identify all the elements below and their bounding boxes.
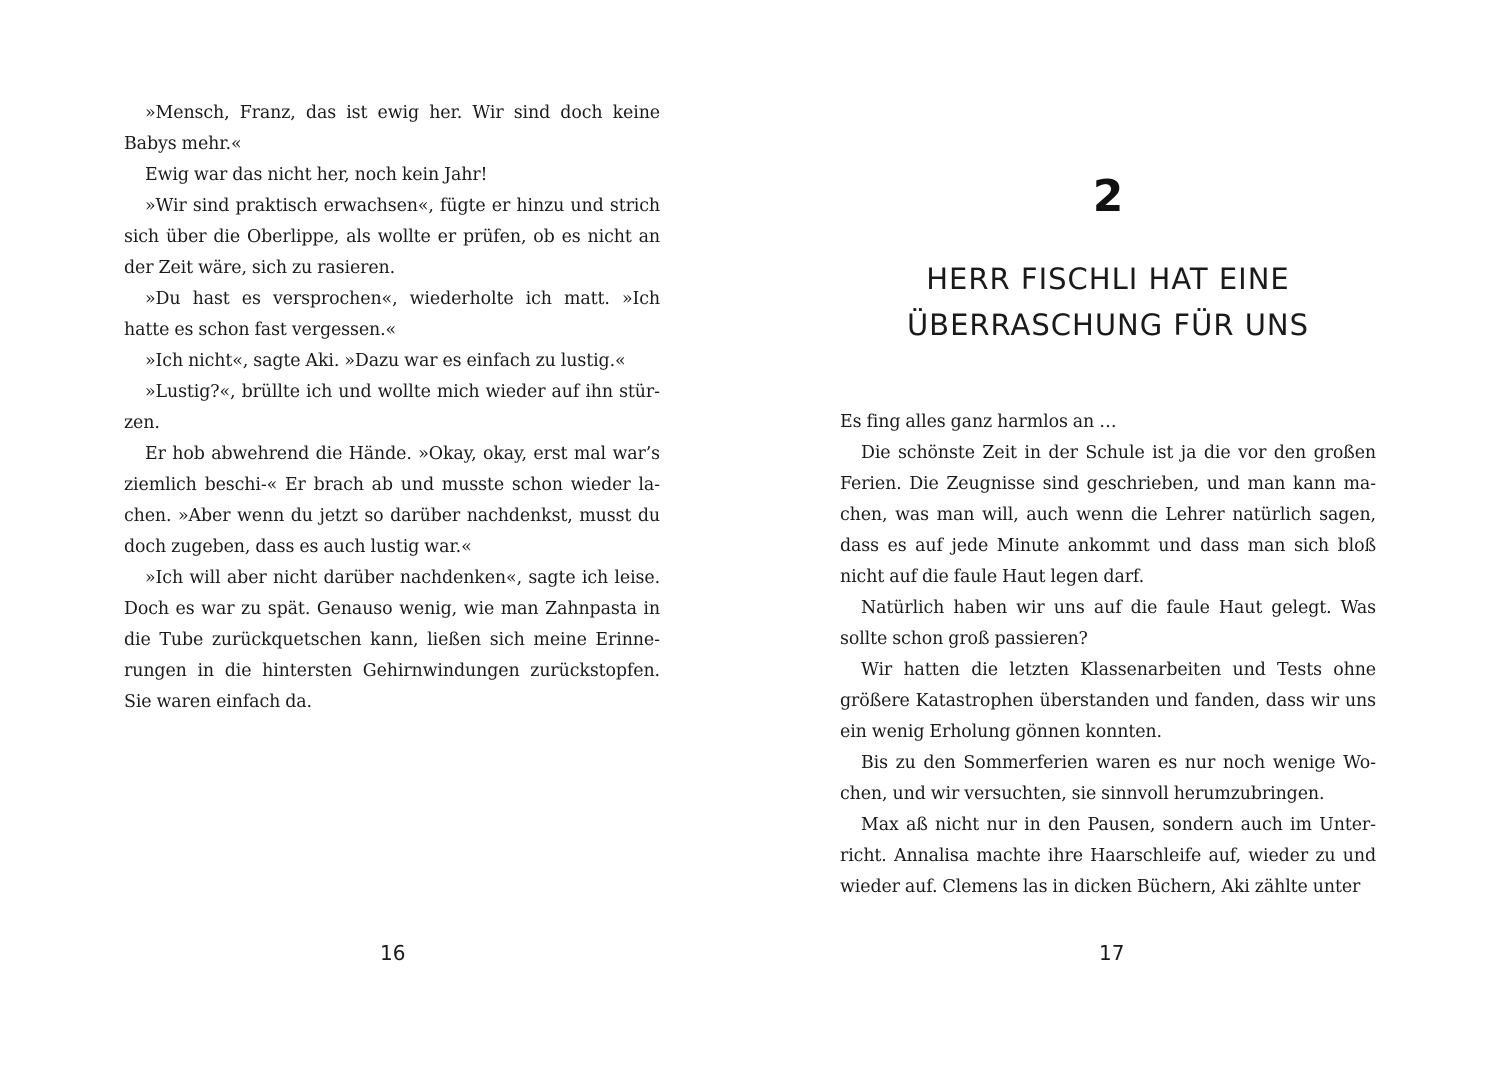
- chapter-title-line: ÜBERRASCHUNG FÜR UNS: [906, 308, 1310, 342]
- chapter-number: 2: [1092, 171, 1124, 222]
- paragraph: Ewig war das nicht her, noch kein Jahr!: [145, 165, 488, 185]
- paragraph: Natürlich haben wir uns auf die faule Haut gelegt. Was sollte schon groß passieren?: [840, 598, 1376, 649]
- chapter-title: [750, 256, 1466, 348]
- paragraph: Max aß nicht nur in den Pausen, sondern auch im Unterricht. Annalisa machte ihre Haarschleife auf, wieder zu und wieder auf. Clemens las in dicken Büchern, Aki zählte unter: [840, 815, 1376, 897]
- page-number: 17: [1099, 941, 1125, 965]
- paragraph: Wir hatten die letzten Klassenarbeiten und Tests ohne größere Katastrophen überstanden und fanden, dass wir uns ein wenig Erholung gönnen konnten.: [840, 660, 1376, 742]
- paragraph: »Du hast es versprochen«, wiederholte ich matt. »Ich hatte es schon fast vergessen.«: [124, 289, 660, 340]
- paragraph: »Wir sind praktisch erwachsen«, fügte er hinzu und strich sich über die Oberlippe, als wollte er prüfen, ob es nicht an der Zeit wäre, sich zu rasieren.: [124, 196, 660, 278]
- paragraph: »Lustig?«, brüllte ich und wollte mich wieder auf ihn stürzen.: [124, 382, 660, 433]
- right-page: [750, 0, 1500, 1086]
- right-page-text: [840, 407, 1376, 903]
- paragraph: Es fing alles ganz harmlos an …: [840, 412, 1117, 432]
- paragraph: »Ich will aber nicht darüber nachdenken«, sagte ich leise. Doch es war zu spät. Genauso wenig, wie man Zahnpasta in die Tube zurückquetschen kann, ließen sich meine Erinnerungen in die hintersten Gehirnwindungen zurückstopfen. Sie waren einfach da.: [124, 568, 660, 712]
- page-number: 16: [380, 941, 406, 965]
- paragraph: Die schönste Zeit in der Schule ist ja die vor den großen Ferien. Die Zeugnisse sind geschrieben, und man kann machen, was man will, auch wenn die Lehrer natürlich sagen, dass es auf jede Minute ankommt und dass man sich bloß nicht auf die faule Haut legen darf.: [840, 443, 1376, 587]
- chapter-title-line: HERR FISCHLI HAT EINE: [926, 262, 1290, 296]
- paragraph: Er hob abwehrend die Hände. »Okay, okay, erst mal war’s ziemlich beschi-« Er brach ab und musste schon wieder lachen. »Aber wenn du jetzt so darüber nachdenkst, musst du doch zugeben, dass es auch lustig war.«: [124, 444, 660, 557]
- paragraph: »Mensch, Franz, das ist ewig her. Wir sind doch keine Babys mehr.«: [124, 103, 660, 154]
- left-page-text: [124, 98, 660, 718]
- paragraph: »Ich nicht«, sagte Aki. »Dazu war es einfach zu lustig.«: [145, 351, 626, 371]
- paragraph: Bis zu den Sommerferien waren es nur noch wenige Wochen, und wir versuchten, sie sinnvoll herumzubringen.: [840, 753, 1376, 804]
